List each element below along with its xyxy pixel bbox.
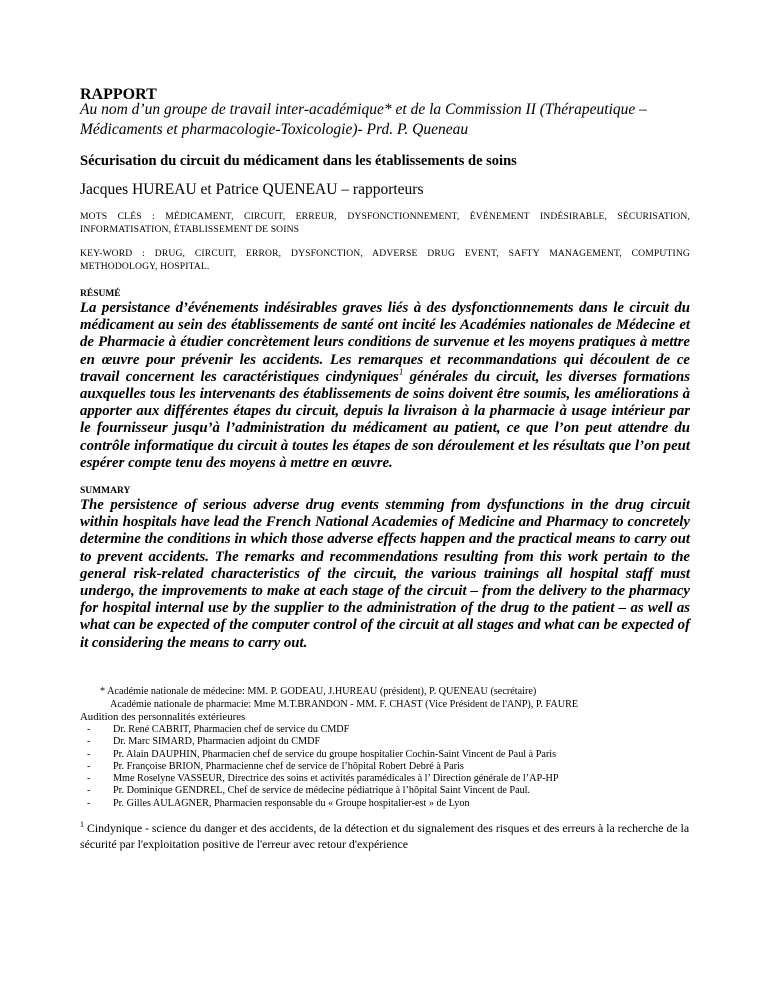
footnote-text: Cindynique - science du danger et des accidents, de la détection et du signalement des risques et des erreurs à la recherche de la sécurité par l'exploitation positive de l'erreur avec retour d'expérience [80, 821, 690, 851]
bullet-dash: - [87, 724, 91, 735]
keywords-en: KEY-WORD : DRUG, CIRCUIT, ERROR, DYSFONCTION, ADVERSE DRUG EVENT, SAFTY MANAGEMENT, COMPUTING METHODOLOGY, HOSPITAL. [80, 248, 690, 272]
list-item-text: Dr. Marc SIMARD, Pharmacien adjoint du CMDF [113, 736, 321, 748]
summary-heading: SUMMARY [80, 486, 131, 496]
list-item [80, 736, 559, 748]
report-subtitle: Au nom d’un groupe de travail inter-académique* et de la Commission II (Thérapeutique – Médicaments et pharmacologie-Toxicologie)- Prd. P. Queneau [80, 101, 647, 138]
document-title: Sécurisation du circuit du médicament dans les établissements de soins [80, 153, 517, 169]
authors: Jacques HUREAU et Patrice QUENEAU – rapporteurs [80, 181, 424, 198]
bullet-dash: - [87, 773, 91, 785]
keywords-fr: MOTS CLÉS : MÉDICAMENT, CIRCUIT, ERREUR, DYSFONCTIONNEMENT, ÉVÉNEMENT INDÉSIRABLE, SÉCURISATION, INFORMATISATION, ÉTABLISSEMENT DE SOINS [80, 211, 690, 235]
bullet-dash: - [87, 785, 91, 797]
list-item-text: Dr. René CABRIT, Pharmacien chef de service du CMDF [113, 724, 350, 735]
resume-text-part2: générales du circuit, les diverses formations auxquelles tous les intervenants des établissements de soins doivent être soumis, les améliorations à apporter aux différentes étapes du circuit, depuis la livraison à la pharmacie à usage intérieur par le fournisseur jusqu’à l’administration du médicament au patient, ce que l’on peut attendre du contrôle informatique du circuit à toutes les étapes de son déroulement et les résultats que l’on peut espérer compte tenu des moyens à mettre en œuvre. [80, 368, 690, 471]
list-item [80, 785, 559, 797]
list-item-text: Pr. Alain DAUPHIN, Pharmacien chef de service du groupe hospitalier Cochin-Saint Vincent de Paul à Paris [113, 748, 557, 760]
list-item [80, 761, 559, 773]
list-item-text: Mme Roselyne VASSEUR, Directrice des soins et activités paramédicales à l’ Direction générale de l’AP-HP [113, 773, 559, 785]
summary-abstract: The persistence of serious adverse drug events stemming from dysfunctions in the drug circuit within hospitals have lead the French National Academies of Medicine and Pharmacy to concretely determine the conditions in which those adverse effects happen and the practical means to carry out to prevent accidents. The remarks and recommendations resulting from this work pertain to the general risk-related characteristics of the circuit, the various trainings all hospital staff must undergo, the improvements to make at each stage of the circuit – from the delivery to the pharmacy for hospital internal use by the supplier to the administration of the drug to the patient – as well as what can be expected of the computer control of the circuit at all stages and what can be expected of it considering the means to carry out. [80, 497, 690, 651]
academie-pharmacie: Académie nationale de pharmacie: Mme M.T.BRANDON - MM. F. CHAST (Vice Président de l'ANP), P. FAURE [110, 698, 579, 710]
bullet-dash: - [87, 748, 91, 760]
list-item [80, 749, 559, 761]
resume-heading: RÉSUMÉ [80, 289, 121, 299]
footnote [80, 820, 690, 852]
academie-medecine: * Académie nationale de médecine: MM. P. GODEAU, J.HUREAU (président), P. QUENEAU (secrétaire) [100, 686, 537, 697]
list-item [80, 798, 559, 810]
footnote-reference: 1 [398, 366, 404, 377]
academies-note [100, 686, 578, 711]
bullet-dash: - [87, 797, 91, 809]
list-item-text: Pr. Gilles AULAGNER, Pharmacien responsable du « Groupe hospitalier-est » de Lyon [113, 797, 470, 809]
resume-text-part1: La persistance d’événements indésirables graves liés à des dysfonctionnements dans le circuit du médicament au sein des établissements de santé ont incité les Académies nationales de Médecine et de Pharmacie à étudier concrètement leurs conditions de survenue et les moyens pratiques à mettre en œuvre pour prévenir les accidents. Les remarques et recommandations qui découlent de ce travail concernent les caractéristiques cindyniques [80, 300, 690, 385]
list-item [80, 773, 559, 785]
audition-heading: Audition des personnalités extérieures [80, 711, 246, 723]
bullet-dash: - [87, 736, 91, 748]
list-item-text: Pr. Françoise BRION, Pharmacienne chef de service de l’hôpital Robert Debré à Paris [113, 760, 464, 772]
audition-list [80, 724, 559, 810]
resume-abstract [80, 300, 690, 472]
list-item-text: Pr. Dominique GENDREL, Chef de service de médecine pédiatrique à l’hôpital Saint Vincent de Paul. [113, 785, 531, 797]
footnote-mark: 1 [80, 820, 84, 830]
bullet-dash: - [87, 760, 91, 772]
report-label: RAPPORT [80, 86, 157, 103]
list-item [80, 724, 559, 736]
